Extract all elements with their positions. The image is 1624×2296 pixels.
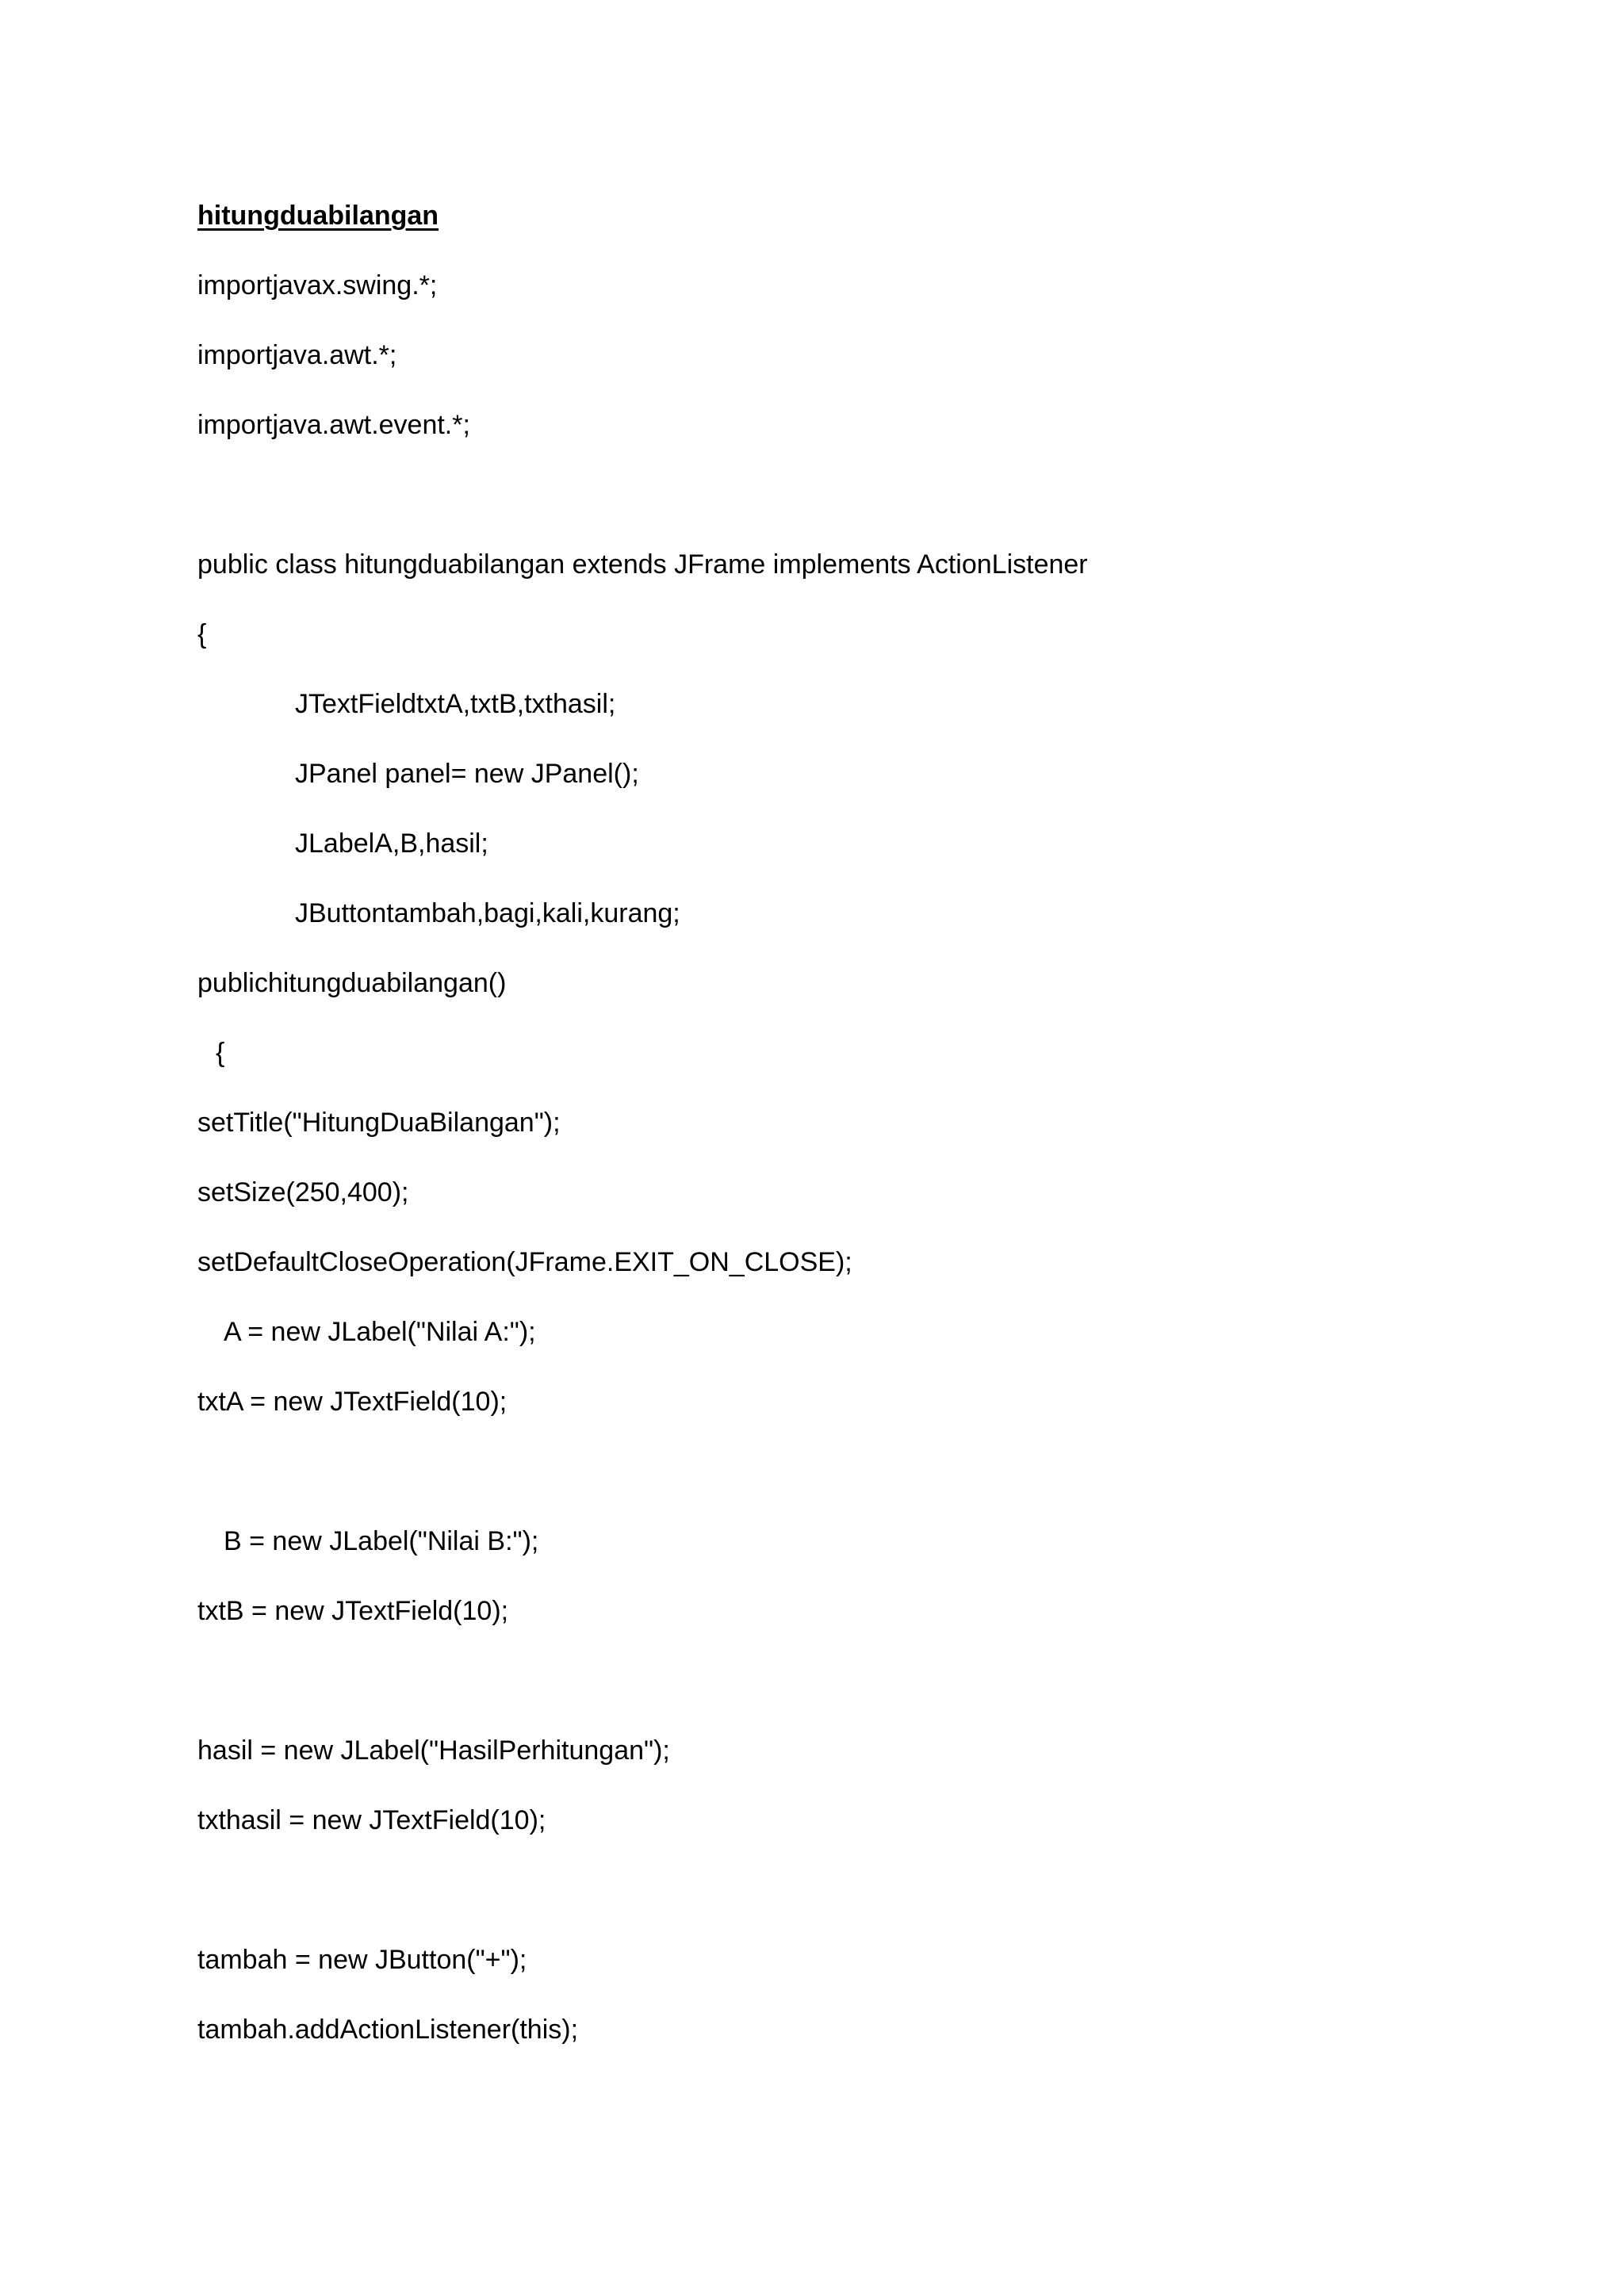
code-line-import-awt: importjava.awt.*; bbox=[197, 340, 397, 370]
code-line-buttons: JButtontambah,bagi,kali,kurang; bbox=[295, 898, 680, 928]
code-line-set-size: setSize(250,400); bbox=[197, 1177, 409, 1207]
code-line-set-title: setTitle("HitungDuaBilangan"); bbox=[197, 1108, 561, 1138]
code-line-constructor-brace: { bbox=[216, 1038, 225, 1068]
code-line-labels: JLabelA,B,hasil; bbox=[295, 828, 488, 859]
code-line-label-a: A = new JLabel("Nilai A:"); bbox=[224, 1317, 536, 1347]
code-line-open-brace: { bbox=[197, 619, 207, 649]
code-line-tambah-listener: tambah.addActionListener(this); bbox=[197, 2015, 579, 2045]
code-line-textfield-hasil: txthasil = new JTextField(10); bbox=[197, 1805, 546, 1835]
code-line-import-awt-event: importjava.awt.event.*; bbox=[197, 410, 470, 440]
code-line-import-swing: importjavax.swing.*; bbox=[197, 270, 438, 300]
code-line-textfield-a: txtA = new JTextField(10); bbox=[197, 1387, 508, 1417]
document-title: hitungduabilangan bbox=[197, 201, 439, 231]
code-line-close-operation: setDefaultCloseOperation(JFrame.EXIT_ON_CLOSE); bbox=[197, 1247, 852, 1277]
code-line-panel: JPanel panel= new JPanel(); bbox=[295, 759, 639, 789]
code-line-label-b: B = new JLabel("Nilai B:"); bbox=[224, 1526, 539, 1556]
code-line-class-declaration: public class hitungduabilangan extends JFrame implements ActionListener bbox=[197, 549, 1088, 580]
code-line-textfield-b: txtB = new JTextField(10); bbox=[197, 1596, 509, 1626]
code-line-button-tambah: tambah = new JButton("+"); bbox=[197, 1945, 527, 1975]
code-line-textfields: JTextFieldtxtA,txtB,txthasil; bbox=[295, 689, 616, 719]
code-line-label-hasil: hasil = new JLabel("HasilPerhitungan"); bbox=[197, 1735, 670, 1766]
code-line-constructor: publichitungduabilangan() bbox=[197, 968, 507, 998]
